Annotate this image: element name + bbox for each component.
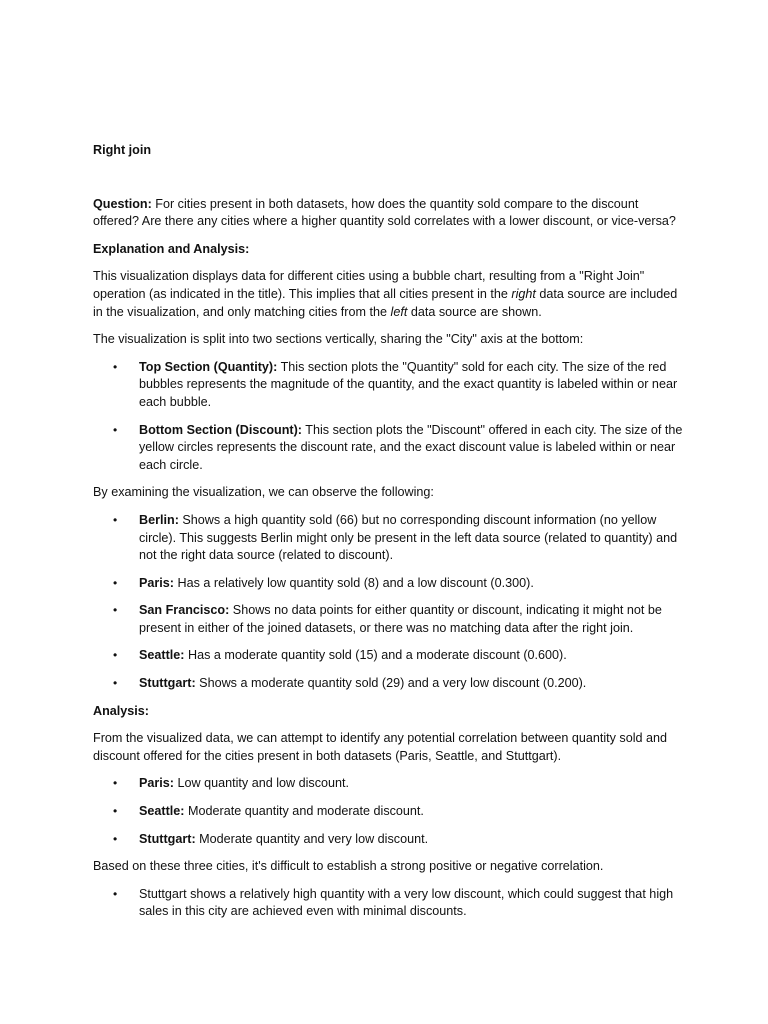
list-item: • Stuttgart: Shows a moderate quantity sold (29) and a very low discount (0.200). bbox=[93, 675, 685, 693]
bullet-icon: • bbox=[113, 359, 118, 374]
list-item: • Berlin: Shows a high quantity sold (66) but no corresponding discount information (no yellow circle). This suggests Berlin might only be present in the left data source (related to quantity) and not the right data source (related to discount). bbox=[113, 512, 678, 563]
analysis-heading: Analysis: bbox=[93, 703, 149, 718]
list-item: • Seattle: Has a moderate quantity sold (15) and a moderate discount (0.600). bbox=[93, 647, 685, 665]
bullet-icon: • bbox=[113, 776, 118, 791]
sections-list bbox=[93, 359, 685, 475]
bullet-icon: • bbox=[113, 676, 118, 691]
final-list bbox=[93, 886, 685, 921]
bullet-icon: • bbox=[113, 804, 118, 819]
analysis-paragraph: From the visualized data, we can attempt to identify any potential correlation between quantity sold and discount offered for the cities present in both datasets (Paris, Seattle, and Stuttgart). bbox=[93, 731, 668, 763]
split-paragraph: The visualization is split into two sections vertically, sharing the "City" axis at the bottom: bbox=[93, 332, 584, 347]
question-text: For cities present in both datasets, how does the quantity sold compare to the discount offered? Are there any cities where a higher quantity sold correlates with a lower discount, or vice-versa? bbox=[93, 196, 676, 229]
explanation-heading: Explanation and Analysis: bbox=[93, 241, 250, 256]
question-paragraph bbox=[93, 196, 685, 231]
bullet-icon: • bbox=[113, 603, 118, 618]
summary-list bbox=[93, 775, 685, 848]
emphasis-left: left bbox=[390, 304, 408, 319]
list-item: • Stuttgart shows a relatively high quantity with a very low discount, which could suggest that high sales in this city are achieved even with minimal discounts. bbox=[113, 886, 674, 919]
bullet-icon: • bbox=[113, 512, 118, 527]
list-item: • Paris: Low quantity and low discount. bbox=[93, 775, 685, 793]
bullet-icon: • bbox=[113, 575, 118, 590]
bullet-icon: • bbox=[113, 886, 118, 901]
bullet-icon: • bbox=[113, 422, 118, 437]
list-item: • Bottom Section (Discount): This section plots the "Discount" offered in each city. The size of the yellow circles represents the discount rate, and the exact discount value is labeled within or near each circle. bbox=[113, 422, 683, 472]
list-item: • Seattle: Moderate quantity and moderate discount. bbox=[93, 803, 685, 821]
bullet-icon: • bbox=[113, 831, 118, 846]
document-title: Right join bbox=[93, 143, 152, 157]
document-page bbox=[93, 142, 685, 931]
conclusion-paragraph: Based on these three cities, it's difficult to establish a strong positive or negative correlation. bbox=[93, 859, 604, 874]
list-item: • Paris: Has a relatively low quantity sold (8) and a low discount (0.300). bbox=[93, 575, 685, 593]
question-label: Question: bbox=[93, 196, 152, 211]
intro-paragraph: This visualization displays data for different cities using a bubble chart, resulting from a "Right Join" operation (as indicated in the title). This implies that all cities present in the right data source are included in the visualization, and only matching cities from the left data source are shown. bbox=[93, 269, 678, 319]
bullet-icon: • bbox=[113, 648, 118, 663]
list-item: • Stuttgart: Moderate quantity and very low discount. bbox=[93, 831, 685, 849]
observe-paragraph: By examining the visualization, we can observe the following: bbox=[93, 485, 434, 500]
observations-list bbox=[93, 512, 685, 693]
list-item: • San Francisco: Shows no data points for either quantity or discount, indicating it might not be present in either of the joined datasets, or there was no matching data after the right join. bbox=[113, 603, 662, 635]
list-item: • Top Section (Quantity): This section plots the "Quantity" sold for each city. The size of the red bubbles represents the magnitude of the quantity, and the exact quantity is labeled within or near each bubble. bbox=[113, 359, 678, 409]
emphasis-right: right bbox=[511, 286, 536, 301]
